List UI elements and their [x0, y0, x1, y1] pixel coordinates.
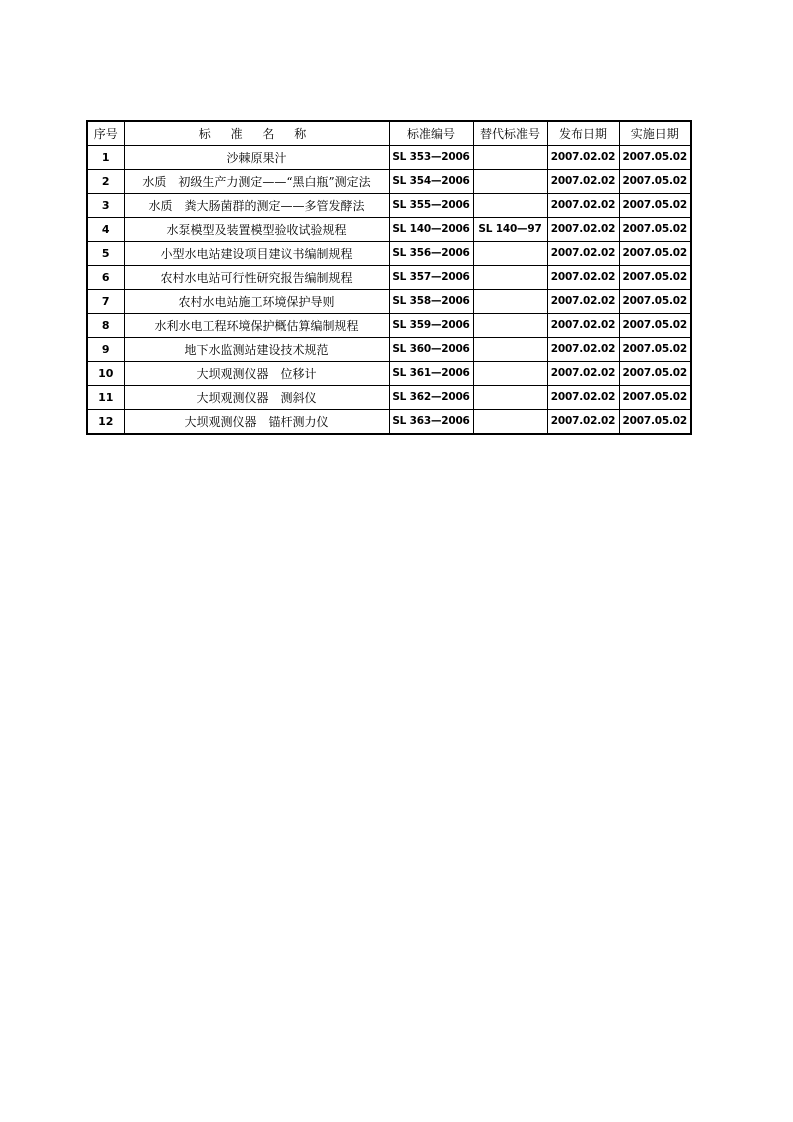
cell-effective: 2007.05.02 — [619, 146, 691, 170]
cell-effective: 2007.05.02 — [619, 242, 691, 266]
cell-effective: 2007.05.02 — [619, 290, 691, 314]
cell-replaces — [473, 338, 547, 362]
cell-replaces: SL 140—97 — [473, 218, 547, 242]
cell-published: 2007.02.02 — [547, 386, 619, 410]
cell-replaces — [473, 242, 547, 266]
cell-published: 2007.02.02 — [547, 194, 619, 218]
cell-effective: 2007.05.02 — [619, 362, 691, 386]
table-body — [87, 146, 691, 435]
cell-replaces — [473, 386, 547, 410]
cell-name: 水质 粪大肠菌群的测定——多管发酵法 — [124, 194, 389, 218]
cell-index: 7 — [87, 290, 124, 314]
cell-code: SL 357—2006 — [389, 266, 473, 290]
table-row — [87, 410, 691, 435]
cell-name: 沙棘原果汁 — [124, 146, 389, 170]
cell-index: 12 — [87, 410, 124, 435]
cell-effective: 2007.05.02 — [619, 338, 691, 362]
cell-replaces — [473, 410, 547, 435]
table-row — [87, 314, 691, 338]
standards-table — [86, 120, 692, 435]
header-name: 标 准 名 称 — [124, 121, 389, 146]
cell-name: 农村水电站可行性研究报告编制规程 — [124, 266, 389, 290]
cell-index: 5 — [87, 242, 124, 266]
cell-name: 大坝观测仪器 测斜仪 — [124, 386, 389, 410]
cell-index: 11 — [87, 386, 124, 410]
cell-effective: 2007.05.02 — [619, 218, 691, 242]
cell-effective: 2007.05.02 — [619, 386, 691, 410]
cell-name: 大坝观测仪器 位移计 — [124, 362, 389, 386]
cell-index: 3 — [87, 194, 124, 218]
cell-code: SL 140—2006 — [389, 218, 473, 242]
cell-code: SL 355—2006 — [389, 194, 473, 218]
cell-replaces — [473, 362, 547, 386]
table-row — [87, 194, 691, 218]
cell-name: 水利水电工程环境保护概估算编制规程 — [124, 314, 389, 338]
cell-effective: 2007.05.02 — [619, 410, 691, 435]
cell-code: SL 360—2006 — [389, 338, 473, 362]
cell-replaces — [473, 170, 547, 194]
cell-published: 2007.02.02 — [547, 362, 619, 386]
table-row — [87, 290, 691, 314]
table-row — [87, 170, 691, 194]
cell-index: 2 — [87, 170, 124, 194]
cell-replaces — [473, 290, 547, 314]
cell-name: 小型水电站建设项目建议书编制规程 — [124, 242, 389, 266]
cell-replaces — [473, 314, 547, 338]
cell-published: 2007.02.02 — [547, 170, 619, 194]
standards-sheet — [86, 120, 692, 435]
cell-replaces — [473, 194, 547, 218]
cell-published: 2007.02.02 — [547, 266, 619, 290]
cell-published: 2007.02.02 — [547, 338, 619, 362]
table-row — [87, 146, 691, 170]
cell-index: 10 — [87, 362, 124, 386]
header-published: 发布日期 — [547, 121, 619, 146]
table-row — [87, 218, 691, 242]
cell-published: 2007.02.02 — [547, 314, 619, 338]
cell-published: 2007.02.02 — [547, 146, 619, 170]
cell-effective: 2007.05.02 — [619, 314, 691, 338]
cell-index: 6 — [87, 266, 124, 290]
cell-published: 2007.02.02 — [547, 290, 619, 314]
cell-index: 8 — [87, 314, 124, 338]
table-row — [87, 362, 691, 386]
cell-effective: 2007.05.02 — [619, 266, 691, 290]
cell-name: 水泵模型及装置模型验收试验规程 — [124, 218, 389, 242]
cell-effective: 2007.05.02 — [619, 194, 691, 218]
cell-published: 2007.02.02 — [547, 218, 619, 242]
header-code: 标准编号 — [389, 121, 473, 146]
table-header-row — [87, 121, 691, 146]
cell-code: SL 354—2006 — [389, 170, 473, 194]
cell-code: SL 361—2006 — [389, 362, 473, 386]
header-replaces: 替代标准号 — [473, 121, 547, 146]
table-row — [87, 242, 691, 266]
cell-code: SL 363—2006 — [389, 410, 473, 435]
cell-index: 1 — [87, 146, 124, 170]
cell-code: SL 356—2006 — [389, 242, 473, 266]
header-index: 序号 — [87, 121, 124, 146]
cell-replaces — [473, 266, 547, 290]
cell-replaces — [473, 146, 547, 170]
table-row — [87, 386, 691, 410]
cell-code: SL 353—2006 — [389, 146, 473, 170]
cell-published: 2007.02.02 — [547, 410, 619, 435]
table-row — [87, 338, 691, 362]
cell-code: SL 362—2006 — [389, 386, 473, 410]
cell-name: 地下水监测站建设技术规范 — [124, 338, 389, 362]
cell-code: SL 358—2006 — [389, 290, 473, 314]
cell-index: 9 — [87, 338, 124, 362]
header-effective: 实施日期 — [619, 121, 691, 146]
cell-name: 农村水电站施工环境保护导则 — [124, 290, 389, 314]
cell-name: 水质 初级生产力测定——“黑白瓶”测定法 — [124, 170, 389, 194]
cell-index: 4 — [87, 218, 124, 242]
cell-code: SL 359—2006 — [389, 314, 473, 338]
cell-published: 2007.02.02 — [547, 242, 619, 266]
cell-name: 大坝观测仪器 锚杆测力仪 — [124, 410, 389, 435]
table-row — [87, 266, 691, 290]
cell-effective: 2007.05.02 — [619, 170, 691, 194]
